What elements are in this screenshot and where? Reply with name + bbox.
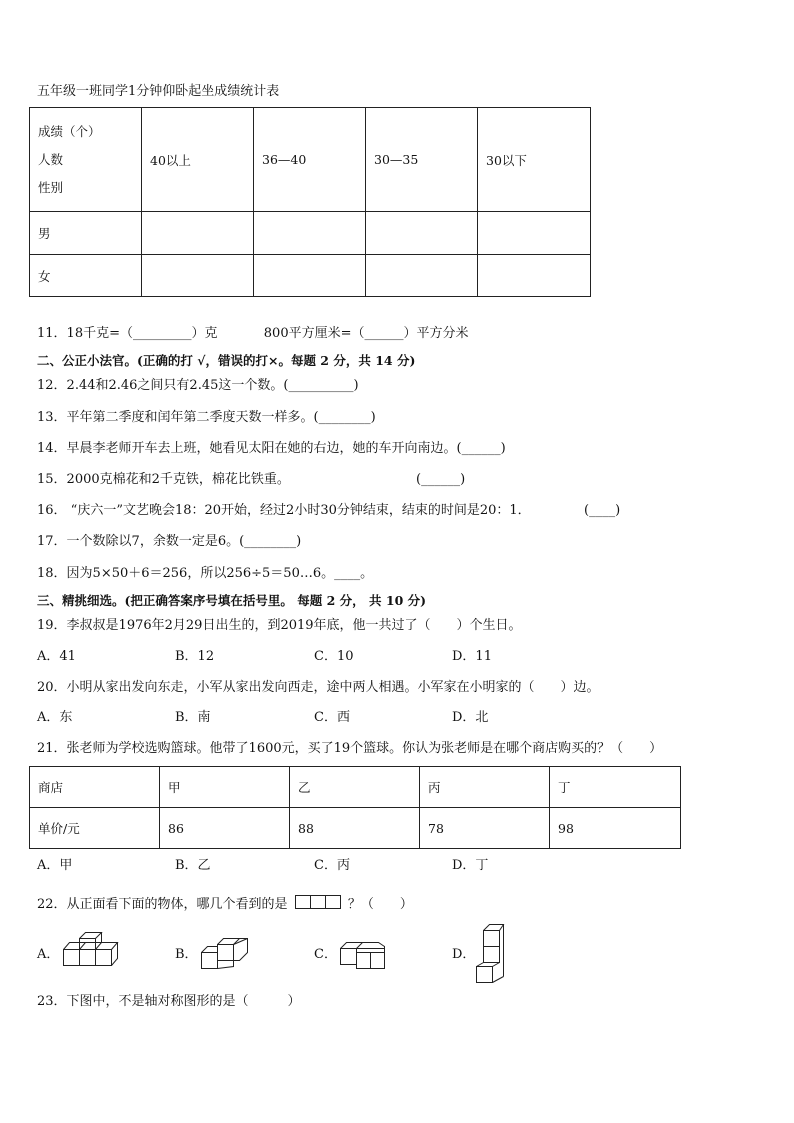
stat-row-label-female: 女 <box>30 255 142 297</box>
question-13: 13．平年第二季度和闰年第二季度天数一样多。(________) <box>37 410 376 425</box>
shop-price-cell: 88 <box>290 808 420 849</box>
q22-option-b-figure <box>201 938 251 970</box>
corner-line-count: 人数 <box>38 151 64 167</box>
corner-line-gender: 性别 <box>38 179 64 195</box>
q19-option-b[interactable]: B．12 <box>175 649 215 664</box>
front-view-figure <box>295 895 341 910</box>
section-3-heading: 三、精挑细选。(把正确答案序号填在括号里。 每题 2 分， 共 10 分) <box>37 593 427 608</box>
q22-option-c[interactable]: C． <box>314 947 337 962</box>
stat-table-title: 五年级一班同学1分钟仰卧起坐成绩统计表 <box>37 84 280 99</box>
q11-blank-a[interactable]: _________ <box>132 326 192 341</box>
shop-header-cell: 甲 <box>160 767 290 808</box>
q19-option-a[interactable]: A．41 <box>37 649 76 664</box>
q22-option-d-figure <box>476 924 506 986</box>
q11-text-d: ）平方分米 <box>403 326 469 341</box>
q21-option-b[interactable]: B．乙 <box>175 858 211 873</box>
q20-option-d[interactable]: D．北 <box>452 710 489 725</box>
shop-price-cell: 单价/元 <box>30 808 160 849</box>
stat-table <box>29 107 591 297</box>
stat-cell[interactable] <box>478 212 591 255</box>
q22-option-b[interactable]: B． <box>175 947 198 962</box>
q22-option-a[interactable]: A． <box>37 947 60 962</box>
q21-option-a[interactable]: A．甲 <box>37 858 73 873</box>
stat-cell[interactable] <box>142 255 254 297</box>
question-19: 19．李叔叔是1976年2月29日出生的，到2019年底，他一共过了（ ）个生日。 <box>37 618 522 633</box>
q22-text-b: ？（ ） <box>347 897 413 912</box>
question-18: 18．因为5×50＋6＝256，所以256÷5＝50…6。____。 <box>37 566 374 581</box>
shop-header-cell: 丁 <box>550 767 681 808</box>
q21-option-c[interactable]: C．丙 <box>314 858 350 873</box>
q20-option-c[interactable]: C．西 <box>314 710 350 725</box>
shop-price-table <box>29 766 681 849</box>
stat-col-header: 30以下 <box>478 108 591 212</box>
shop-price-cell: 86 <box>160 808 290 849</box>
q21-option-d[interactable]: D．丁 <box>452 858 489 873</box>
question-17: 17．一个数除以7，余数一定是6。(________) <box>37 534 302 549</box>
q20-option-b[interactable]: B．南 <box>175 710 211 725</box>
question-16-text: 16． “庆六一”文艺晚会18：20开始，经过2小时30分钟结束，结束的时间是20：1． <box>37 503 531 518</box>
q22-text-a: 22．从正面看下面的物体，哪几个看到的是 <box>37 897 288 912</box>
q22-option-a-figure <box>63 938 119 968</box>
stat-table-corner-header <box>30 108 142 212</box>
shop-header-cell: 丙 <box>420 767 550 808</box>
stat-row-label-male: 男 <box>30 212 142 255</box>
q11-text-a: 11．18千克=（ <box>37 326 133 341</box>
question-16-answer[interactable]: (____) <box>584 503 621 518</box>
stat-cell[interactable] <box>142 212 254 255</box>
question-15-answer[interactable]: (______) <box>416 472 466 487</box>
q20-option-a[interactable]: A．东 <box>37 710 73 725</box>
stat-col-header: 30—35 <box>366 108 478 212</box>
stat-cell[interactable] <box>254 255 366 297</box>
section-2-heading: 二、公正小法官。(正确的打 √，错误的打×。每题 2 分，共 14 分) <box>37 353 416 368</box>
q22-option-c-figure <box>340 940 390 970</box>
question-15-text: 15．2000克棉花和2千克铁，棉花比铁重。 <box>37 472 290 487</box>
shop-price-cell: 78 <box>420 808 550 849</box>
question-11 <box>37 326 469 342</box>
q11-text-c: 800平方厘米=（ <box>263 326 365 341</box>
q11-blank-b[interactable]: ______ <box>364 326 404 341</box>
question-21: 21．张老师为学校选购篮球。他带了1600元，买了19个篮球。你认为张老师是在哪个商店购买的？（ ） <box>37 741 663 756</box>
question-20: 20．小明从家出发向东走，小军从家出发向西走，途中两人相遇。小军家在小明家的（ ）边。 <box>37 680 600 695</box>
q19-option-d[interactable]: D．11 <box>452 649 492 664</box>
stat-col-header: 36—40 <box>254 108 366 212</box>
shop-header-cell: 商店 <box>30 767 160 808</box>
q11-text-b: ）克 <box>191 326 218 341</box>
q22-option-d[interactable]: D． <box>452 947 476 962</box>
stat-cell[interactable] <box>366 255 478 297</box>
stat-cell[interactable] <box>478 255 591 297</box>
question-12: 12．2.44和2.46之间只有2.45这一个数。(__________) <box>37 378 359 393</box>
q19-option-c[interactable]: C．10 <box>314 649 354 664</box>
question-23: 23．下图中，不是轴对称图形的是（ ） <box>37 994 301 1009</box>
stat-col-header: 40以上 <box>142 108 254 212</box>
stat-cell[interactable] <box>254 212 366 255</box>
shop-price-cell: 98 <box>550 808 681 849</box>
shop-header-cell: 乙 <box>290 767 420 808</box>
stat-cell[interactable] <box>366 212 478 255</box>
corner-line-score: 成绩（个） <box>38 123 101 139</box>
question-22 <box>37 895 413 913</box>
question-14: 14．早晨李老师开车去上班，她看见太阳在她的右边，她的车开向南边。(______) <box>37 441 506 456</box>
